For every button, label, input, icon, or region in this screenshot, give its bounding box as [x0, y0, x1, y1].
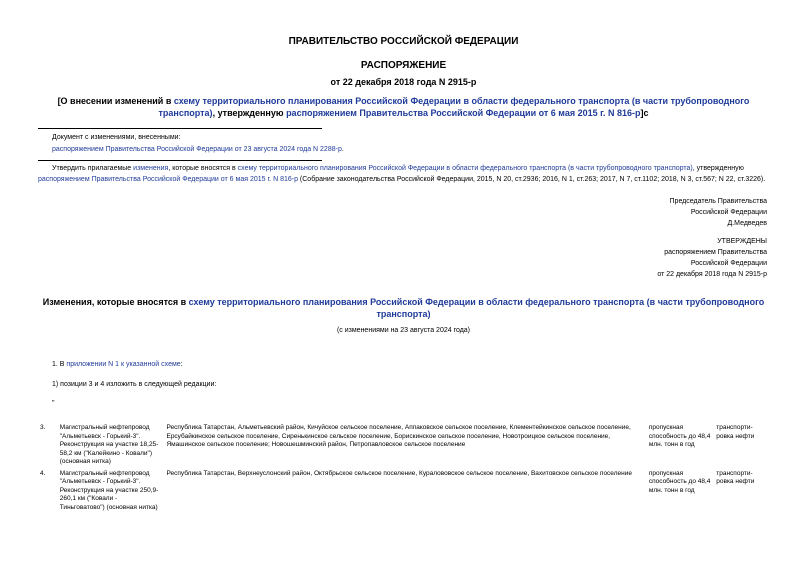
divider-top — [38, 128, 322, 129]
body-text-2: , которые вносятся в — [168, 165, 238, 172]
cell-num: 4. — [40, 469, 46, 477]
changes-subtitle: (с изменениями на 23 августа 2024 года) — [336, 327, 471, 334]
subpoint-1: 1) позиции 3 и 4 изложить в следующей редакции: — [52, 381, 217, 388]
point-1-text: 1. В — [52, 361, 67, 368]
point-1 — [52, 361, 183, 368]
quote-mark: " — [52, 400, 55, 407]
title-open: [О внесении изменений в — [57, 96, 174, 106]
signature-line-1: Председатель Правительства — [669, 198, 767, 205]
title-link-scheme[interactable]: схему территориального планирования Российской Федерации в области федерального транспорта (в части трубопроводного транспорта) — [158, 96, 750, 118]
point-1-colon: : — [180, 361, 183, 368]
changes-title-link[interactable]: схему территориального планирования Российской Федерации в области федерального транспорта (в части трубопроводного транспорта) — [188, 297, 765, 319]
changes-note — [52, 146, 344, 153]
changes-note-link[interactable]: распоряжением Правительства Российской Федерации от 23 августа 2024 года N 2288-р — [52, 146, 342, 153]
approved-line-1: УТВЕРЖДЕНЫ — [717, 238, 767, 245]
cell-purpose: транспорти-ровка нефти — [716, 424, 755, 440]
changes-title-text: Изменения, которые вносятся в — [42, 297, 189, 307]
body-text-3: , утвержденную — [692, 165, 744, 172]
approved-line-4: от 22 декабря 2018 года N 2915-р — [657, 271, 767, 278]
government-heading: ПРАВИТЕЛЬСТВО РОССИЙСКОЙ ФЕДЕРАЦИИ — [288, 36, 519, 47]
title-close: ]c — [640, 108, 649, 118]
approved-line-2: распоряжением Правительства — [664, 249, 767, 256]
changes-note-label: Документ с изменениями, внесенными: — [52, 134, 181, 141]
cell-purpose: транспорти-ровка нефти — [716, 469, 755, 485]
body-link-order[interactable]: распоряжением Правительства Российской Федерации от 6 мая 2015 г. N 816-р — [38, 175, 298, 183]
divider-bottom — [38, 160, 322, 161]
approved-block — [657, 236, 767, 280]
body-link-changes[interactable]: изменения — [133, 165, 169, 172]
table-row — [38, 424, 768, 470]
cell-name: Магистральный нефтепровод "Альметьевск - Горький-3". Реконструкция на участке 250,9-260,1 км ("Ковали - Тиньговатово") (основная нитка) — [59, 469, 159, 511]
signature-block — [670, 196, 767, 229]
changes-title — [40, 296, 767, 320]
cell-region: Республика Татарстан, Верхнеуслонский район, Октябрьское сельское поселение, Куралововское сельское поселение, Вахитовское сельское поселение — [166, 469, 632, 477]
title-link-order[interactable]: распоряжением Правительства Российской Федерации от 6 мая 2015 г. N 816-р — [286, 108, 641, 118]
body-text-4: (Собрание законодательства Российской Федерации, 2015, N 20, ст.2936; 2016, N 1, ст.263; 2017, N 7, ст.1102; 2018, N 3, ст.567; N 22, ст.3226). — [297, 175, 766, 183]
signature-line-2: Российской Федерации — [690, 209, 767, 216]
cell-capacity: пропускная способность до 48,4 млн. тонн в год — [648, 424, 711, 448]
cell-num: 3. — [40, 424, 46, 431]
document-type: РАСПОРЯЖЕНИЕ — [360, 60, 447, 71]
body-link-scheme[interactable]: схему территориального планирования Российской Федерации в области федерального транспорта (в части трубопроводного транспорта) — [237, 165, 693, 172]
cell-name: Магистральный нефтепровод "Альметьевск - Горький-3". Реконструкция на участке 18,25-58,2 км ("Калейкино - Ковали") (основная нитка) — [59, 424, 159, 465]
document-date: от 22 декабря 2018 года N 2915-р — [330, 77, 477, 87]
document-title — [50, 95, 757, 119]
positions-table — [38, 424, 768, 515]
approved-line-3: Российской Федерации — [690, 260, 767, 267]
positions-table-body — [38, 424, 768, 515]
point-1-link[interactable]: приложении N 1 к указанной схеме — [66, 361, 181, 368]
title-mid: , утвержденную — [212, 108, 287, 118]
signature-line-3: Д.Медведев — [727, 220, 767, 227]
table-row — [38, 470, 768, 516]
body-text-1: Утвердить прилагаемые — [52, 165, 134, 172]
changes-note-tail: . — [341, 146, 344, 153]
cell-capacity: пропускная способность до 48,4 млн. тонн в год — [648, 469, 711, 494]
cell-region: Республика Татарстан, Альметьевский район, Кичуйское сельское поселение, Аппаковское сельское поселение, Клементейкинское сельское поселение, Ерсубайкинское сельское поселение, Сиренькинское сельское поселение, Борискинское сельское поселение, Новотроицкое сельское поселение, Ямашинское сельское поселение; Новошешминский район, Петропавловское сельское поселение — [166, 424, 631, 448]
body-paragraph — [38, 164, 767, 185]
